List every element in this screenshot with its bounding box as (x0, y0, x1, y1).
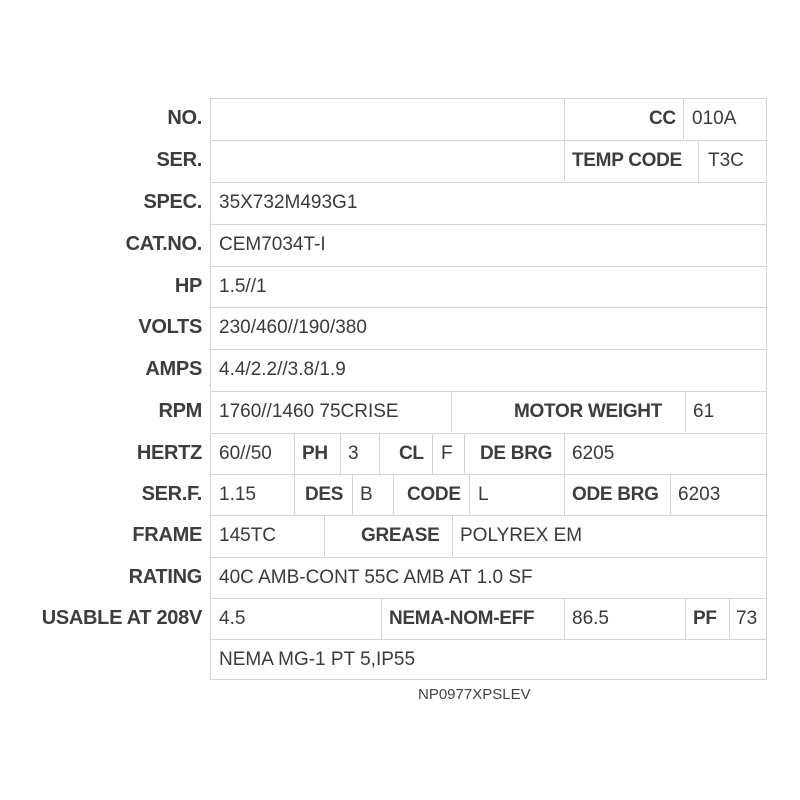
divider (564, 141, 565, 181)
label-cc: CC (649, 108, 676, 129)
rpm-value: 1760//1460 75CRISE (219, 401, 399, 422)
label-motor-weight: MOTOR WEIGHT (514, 401, 663, 422)
usable-value: 4.5 (219, 608, 246, 629)
label-cl: CL (399, 443, 424, 464)
temp-code-value: T3C (708, 150, 744, 171)
divider (432, 434, 433, 474)
motor-weight-value: 61 (693, 401, 715, 422)
label-cat-no: CAT.NO. (125, 233, 202, 255)
grease-value: POLYREX EM (460, 525, 583, 546)
row-no (210, 98, 767, 139)
ph-value: 3 (348, 443, 359, 464)
code-value: L (478, 484, 489, 505)
divider (324, 516, 325, 556)
label-des: DES (305, 484, 344, 505)
cl-value: F (441, 443, 453, 464)
divider (683, 99, 684, 139)
row-ser-f (210, 474, 767, 515)
rating-value: 40C AMB-CONT 55C AMB AT 1.0 SF (219, 567, 533, 588)
note-value: NEMA MG-1 PT 5,IP55 (219, 649, 416, 670)
row-note (210, 639, 767, 680)
label-code: CODE (407, 484, 461, 505)
divider (729, 599, 730, 639)
divider (352, 475, 353, 515)
row-ser (210, 140, 767, 181)
divider (469, 475, 470, 515)
label-de-brg: DE BRG (480, 443, 553, 464)
nema-nom-eff-value: 86.5 (572, 608, 609, 629)
ode-brg-value: 6203 (678, 484, 721, 505)
label-no: NO. (167, 107, 202, 129)
divider (452, 516, 453, 556)
cc-value: 010A (692, 108, 737, 129)
label-nema-nom-eff: NEMA-NOM-EFF (389, 608, 535, 629)
row-frame (210, 515, 767, 556)
label-volts: VOLTS (138, 316, 202, 338)
divider (564, 475, 565, 515)
row-hertz (210, 433, 767, 474)
amps-value: 4.4/2.2//3.8/1.9 (219, 359, 346, 380)
label-hertz: HERTZ (136, 442, 202, 464)
divider (670, 475, 671, 515)
divider (685, 392, 686, 432)
label-ser-f: SER.F. (141, 483, 202, 505)
row-amps (210, 349, 767, 390)
label-ph: PH (302, 443, 328, 464)
divider (294, 475, 295, 515)
des-value: B (360, 484, 373, 505)
hp-value: 1.5//1 (219, 276, 267, 297)
label-grease: GREASE (361, 525, 440, 546)
row-spec (210, 182, 767, 223)
divider (564, 599, 565, 639)
divider (393, 475, 394, 515)
label-pf: PF (693, 608, 717, 629)
divider (294, 434, 295, 474)
ser-f-value: 1.15 (219, 484, 256, 505)
hertz-value: 60//50 (219, 443, 272, 464)
volts-value: 230/460//190/380 (219, 317, 367, 338)
label-rpm: RPM (158, 400, 202, 422)
label-ode-brg: ODE BRG (572, 484, 659, 505)
divider (685, 599, 686, 639)
row-cat-no (210, 224, 767, 265)
spec-value: 35X732M493G1 (219, 192, 358, 213)
label-spec: SPEC. (143, 191, 202, 213)
pf-value: 73 (736, 608, 758, 629)
row-volts (210, 307, 767, 348)
label-frame: FRAME (132, 524, 202, 546)
divider (564, 434, 565, 474)
de-brg-value: 6205 (572, 443, 615, 464)
label-amps: AMPS (145, 358, 202, 380)
divider (379, 434, 380, 474)
divider (464, 434, 465, 474)
row-rating (210, 557, 767, 598)
divider (451, 392, 452, 432)
divider (381, 599, 382, 639)
label-rating: RATING (128, 566, 202, 588)
divider (564, 99, 565, 139)
row-hp (210, 266, 767, 307)
label-ser: SER. (156, 149, 202, 171)
divider (340, 434, 341, 474)
cat-no-value: CEM7034T-I (219, 234, 326, 255)
label-temp-code: TEMP CODE (572, 150, 682, 171)
label-hp: HP (174, 275, 202, 297)
divider (698, 141, 699, 181)
label-usable-at-208v: USABLE AT 208V (41, 607, 202, 629)
row-rpm (210, 391, 767, 432)
frame-value: 145TC (219, 525, 277, 546)
row-usable (210, 598, 767, 639)
part-number: NP0977XPSLEV (418, 686, 531, 703)
